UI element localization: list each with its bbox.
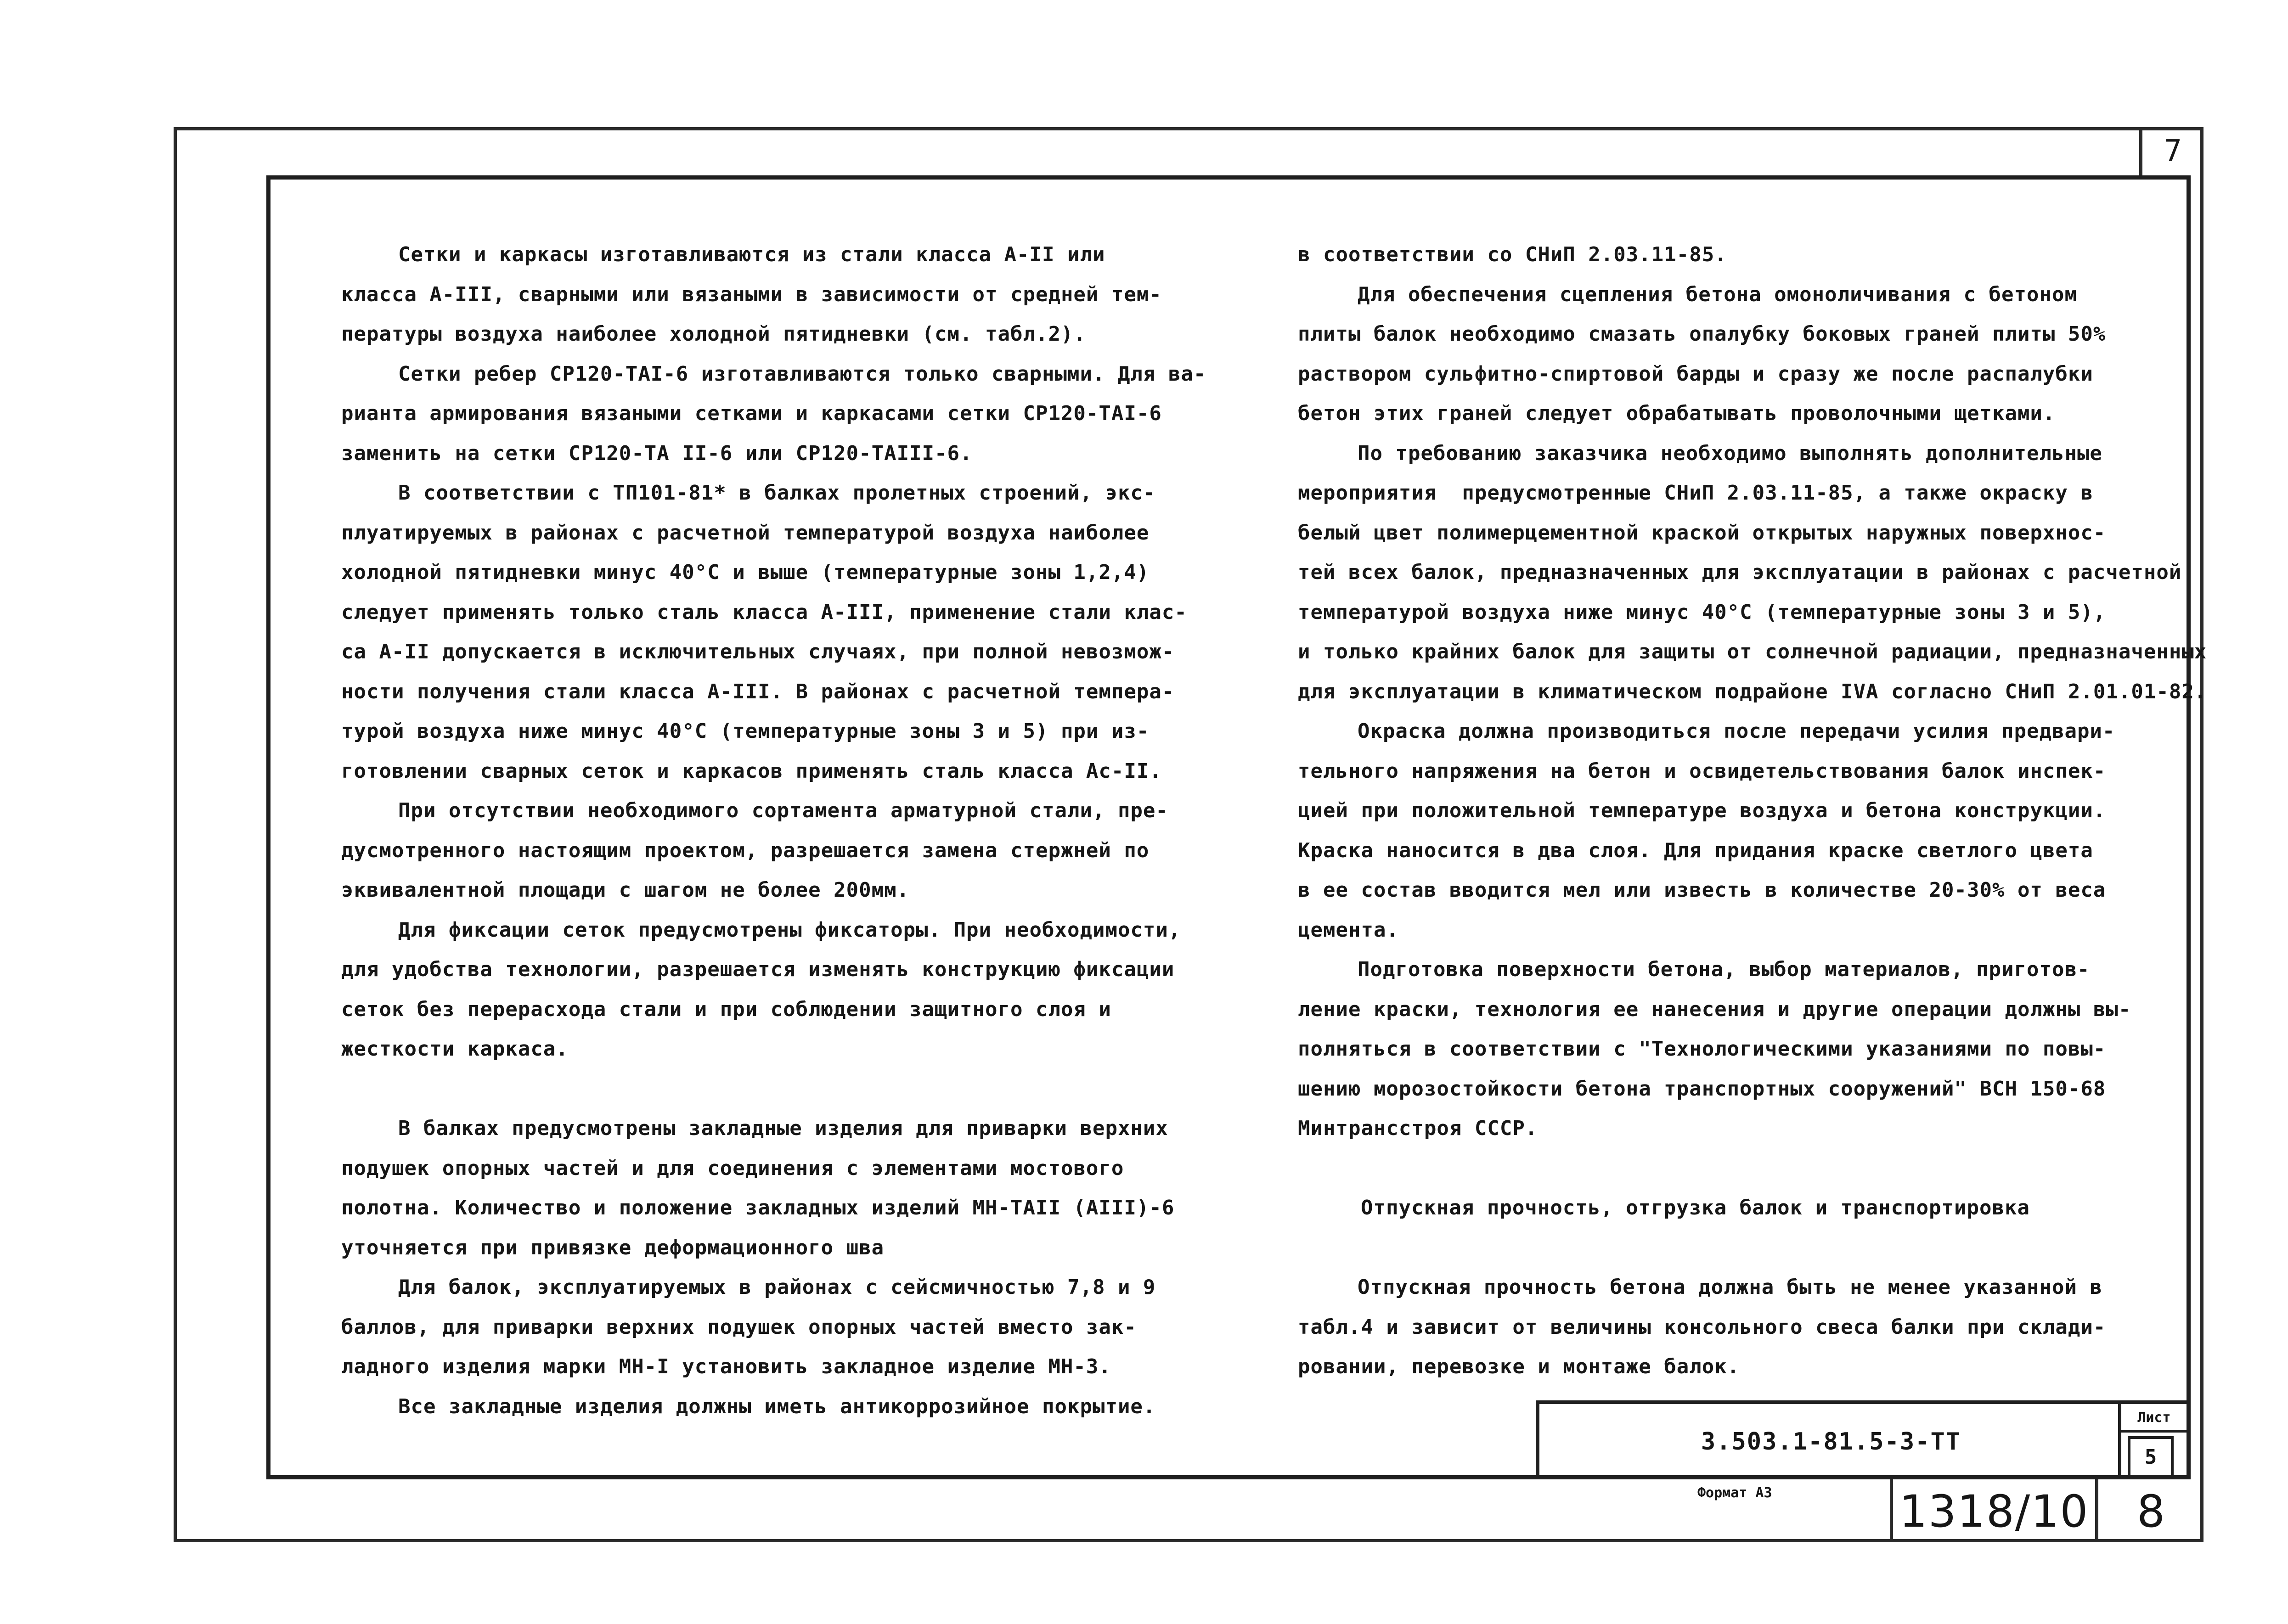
text-line xyxy=(1298,235,2207,275)
text-line-content: Для фиксации сеток предусмотрены фиксаторы. При необходимости, xyxy=(398,918,1181,942)
inventory-divider xyxy=(2095,1479,2098,1540)
inventory-block xyxy=(1890,1479,2203,1542)
title-block xyxy=(1536,1400,2191,1479)
text-line-content: тельного напряжения на бетон и освидетельствования балок инспек- xyxy=(1298,759,2106,783)
text-line-content: рианта армирования вязаными сетками и каркасами сетки СР120-ТАI-6 xyxy=(341,402,1162,425)
text-line-content: Окраска должна производиться после передачи усилия предвари- xyxy=(1358,719,2115,743)
text-line-content: плуатируемых в районах с расчетной температурой воздуха наиболее xyxy=(341,521,1150,545)
text-line xyxy=(341,434,1206,474)
text-line xyxy=(1298,791,2207,831)
text-line-content: ление краски, технология ее нанесения и другие операции должны вы- xyxy=(1298,997,2131,1021)
text-line xyxy=(1298,1347,2207,1387)
text-line xyxy=(1298,871,2207,910)
text-line xyxy=(1298,1308,2207,1348)
text-line xyxy=(1298,1069,2207,1109)
text-line-content: турой воздуха ниже минус 40°С (температурные зоны 3 и 5) при из- xyxy=(341,719,1150,743)
text-line-content: подушек опорных частей и для соединения с элементами мостового xyxy=(341,1156,1124,1180)
text-line-content: тей всех балок, предназначенных для эксплуатации в районах с расчетной xyxy=(1298,561,2182,584)
text-line-content: баллов, для приварки верхних подушек опорных частей вместо зак- xyxy=(341,1315,1137,1339)
text-line-content: ности получения стали класса А-III. В районах с расчетной темпера- xyxy=(341,680,1175,703)
text-line xyxy=(1298,593,2207,633)
text-line-content: раствором сульфитно-спиртовой барды и сразу же после распалубки xyxy=(1298,362,2093,386)
text-line xyxy=(341,394,1206,434)
text-line xyxy=(341,1109,1206,1149)
text-line-content: В соответствии с ТП101-81* в балках пролетных строений, экс- xyxy=(398,481,1156,505)
page-number: 8 xyxy=(2136,1486,2165,1537)
text-line-content: Сетки и каркасы изготавливаются из стали класса А-II или xyxy=(398,243,1105,266)
text-line-content: полняться в соответствии с "Технологическими указаниями по повы- xyxy=(1298,1037,2106,1061)
text-line-content: бетон этих граней следует обрабатывать проволочными щетками. xyxy=(1298,402,2056,425)
text-line xyxy=(1298,473,2207,513)
text-line-content: полотна. Количество и положение закладных изделий МН-ТАII (АIII)-6 xyxy=(341,1196,1175,1219)
text-line xyxy=(341,831,1206,871)
text-line xyxy=(1298,1109,2207,1149)
text-line-content: По требованию заказчика необходимо выполнять дополнительные xyxy=(1358,441,2102,465)
text-line-content: заменить на сетки СР120-ТА II-6 или СР120-ТАIII-6. xyxy=(341,441,973,465)
right-text-column xyxy=(1298,235,2207,1387)
text-line xyxy=(341,1347,1206,1387)
text-line xyxy=(341,1387,1206,1427)
text-line xyxy=(1298,990,2207,1030)
text-line-content: мероприятия предусмотренные СНиП 2.03.11-85, а также окраску в xyxy=(1298,481,2093,505)
text-line-content: в ее состав вводится мел или известь в количестве 20-30% от веса xyxy=(1298,878,2106,902)
text-line-content: ладного изделия марки МН-I установить закладное изделие МН-3. xyxy=(341,1355,1111,1378)
section-heading xyxy=(1298,1188,2207,1228)
text-line-content: Подготовка поверхности бетона, выбор материалов, приготов- xyxy=(1358,958,2090,981)
text-line xyxy=(1298,672,2207,712)
text-line-content: уточняется при привязке деформационного шва xyxy=(341,1236,885,1259)
text-line xyxy=(1298,275,2207,315)
text-line-content: са А-II допускается в исключительных случаях, при полной невозмож- xyxy=(341,640,1175,663)
blank-line xyxy=(341,1069,1206,1109)
sheet-number: 5 xyxy=(2128,1436,2174,1478)
sheet-top-number: 7 xyxy=(2139,127,2203,175)
text-line-content: Для балок, эксплуатируемых в районах с сейсмичностью 7,8 и 9 xyxy=(398,1276,1156,1299)
text-line xyxy=(1298,1268,2207,1308)
text-line xyxy=(1298,1029,2207,1069)
text-line xyxy=(341,672,1206,712)
text-line xyxy=(341,1029,1206,1069)
document-code: 3.503.1-81.5-3-ТТ xyxy=(1701,1428,1961,1455)
text-line xyxy=(341,1228,1206,1268)
text-line xyxy=(341,275,1206,315)
text-line-content: эквивалентной площади с шагом не более 200мм. xyxy=(341,878,910,902)
text-line-content: для эксплуатации в климатическом подрайоне IVА согласно СНиП 2.01.01-82. xyxy=(1298,680,2207,703)
text-line-content: пературы воздуха наиболее холодной пятидневки (см. табл.2). xyxy=(341,322,1086,346)
text-line-content: белый цвет полимерцементной краской открытых наружных поверхнос- xyxy=(1298,521,2106,545)
text-line-content: и только крайних балок для защиты от солнечной радиации, предназначенных xyxy=(1298,640,2207,663)
text-line xyxy=(341,910,1206,950)
text-line xyxy=(341,632,1206,672)
text-line-content: Минтрансстроя СССР. xyxy=(1298,1117,1538,1140)
text-line-content: В балках предусмотрены закладные изделия для приварки верхних xyxy=(398,1117,1168,1140)
sheet-label: Лист xyxy=(2121,1405,2187,1433)
text-line-content: табл.4 и зависит от величины консольного свеса балки при склади- xyxy=(1298,1315,2106,1339)
text-line xyxy=(1298,553,2207,593)
text-line xyxy=(341,752,1206,792)
text-line xyxy=(1298,831,2207,871)
text-line xyxy=(1298,394,2207,434)
text-line-content: жесткости каркаса. xyxy=(341,1037,569,1061)
text-line-content: Все закладные изделия должны иметь антикоррозийное покрытие. xyxy=(398,1394,1156,1418)
text-line xyxy=(1298,315,2207,354)
text-line xyxy=(341,950,1206,990)
text-line-content: готовлении сварных сеток и каркасов применять сталь класса Ас-II. xyxy=(341,759,1162,783)
text-line xyxy=(341,712,1206,752)
text-line xyxy=(1298,354,2207,394)
text-line xyxy=(341,513,1206,553)
text-line xyxy=(1298,712,2207,752)
text-line xyxy=(341,1188,1206,1228)
text-line-content: При отсутствии необходимого сортамента арматурной стали, пре- xyxy=(398,799,1168,822)
text-line xyxy=(341,235,1206,275)
text-line-content: класса А-III, сварными или вязаными в зависимости от средней тем- xyxy=(341,282,1162,306)
text-line xyxy=(341,791,1206,831)
text-line xyxy=(1298,434,2207,474)
text-line xyxy=(1298,752,2207,792)
text-line-content: Для обеспечения сцепления бетона омоноличивания с бетоном xyxy=(1358,282,2077,306)
text-line-content: Отпускная прочность бетона должна быть не менее указанной в xyxy=(1358,1276,2102,1299)
sheet-cell xyxy=(2118,1404,2187,1479)
text-line xyxy=(341,1268,1206,1308)
text-line-content: Сетки ребер СР120-ТАI-6 изготавливаются только сварными. Для ва- xyxy=(398,362,1206,386)
text-line-content: в соответствии со СНиП 2.03.11-85. xyxy=(1298,243,1727,266)
text-line-content: ровании, перевозке и монтаже балок. xyxy=(1298,1355,1740,1378)
text-line-content: следует применять только сталь класса А-III, применение стали клас- xyxy=(341,600,1187,624)
text-line xyxy=(341,315,1206,354)
blank-line xyxy=(1298,1228,2207,1268)
text-line xyxy=(1298,950,2207,990)
text-line xyxy=(1298,910,2207,950)
text-line xyxy=(341,553,1206,593)
format-label: Формат А3 xyxy=(1697,1485,1772,1501)
blank-line xyxy=(1298,1149,2207,1189)
text-line xyxy=(341,1308,1206,1348)
text-line-content: шению морозостойкости бетона транспортных сооружений" ВСН 150-68 xyxy=(1298,1077,2106,1101)
text-line-content: для удобства технологии, разрешается изменять конструкцию фиксации xyxy=(341,958,1175,981)
text-line-content: цемента. xyxy=(1298,918,1399,942)
text-line xyxy=(341,593,1206,633)
text-line xyxy=(341,473,1206,513)
text-line-content: цией при положительной температуре воздуха и бетона конструкции. xyxy=(1298,799,2106,822)
section-heading-text: Отпускная прочность, отгрузка балок и транспортировка xyxy=(1361,1196,2030,1219)
text-line-content: температурой воздуха ниже минус 40°С (температурные зоны 3 и 5), xyxy=(1298,600,2106,624)
text-line xyxy=(1298,513,2207,553)
text-line-content: сеток без перерасхода стали и при соблюдении защитного слоя и xyxy=(341,997,1111,1021)
text-line xyxy=(1298,632,2207,672)
text-line-content: дусмотренного настоящим проектом, разрешается замена стержней по xyxy=(341,838,1150,862)
text-line xyxy=(341,354,1206,394)
inventory-number: 1318/10 xyxy=(1899,1486,2089,1537)
text-line-content: плиты балок необходимо смазать опалубку боковых граней плиты 50% xyxy=(1298,322,2106,346)
left-text-column xyxy=(341,235,1206,1427)
text-line xyxy=(341,1149,1206,1189)
text-line xyxy=(341,871,1206,910)
text-line xyxy=(341,990,1206,1030)
text-line-content: Краска наносится в два слоя. Для придания краске светлого цвета xyxy=(1298,838,2093,862)
text-line-content: холодной пятидневки минус 40°С и выше (температурные зоны 1,2,4) xyxy=(341,561,1150,584)
